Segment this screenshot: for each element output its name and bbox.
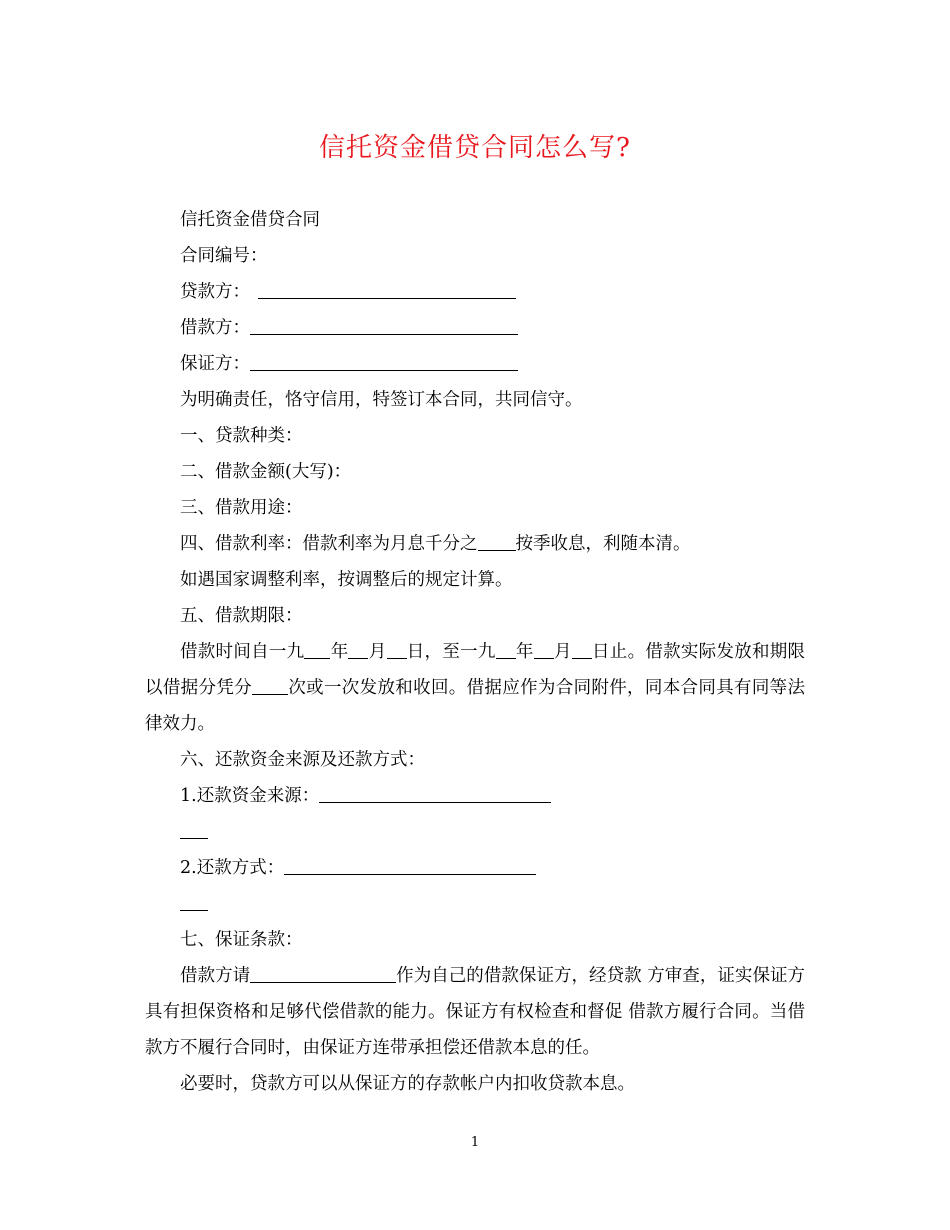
end-year-blank [496, 638, 516, 659]
borrower-blank [250, 314, 518, 335]
lender-label: 贷款方： [180, 282, 250, 302]
start-month-blank [348, 638, 368, 659]
section-2: 二、借款金额(大写)： [180, 462, 352, 482]
document-body [145, 202, 805, 1102]
end-month-blank [534, 638, 554, 659]
repayment-method-line [145, 850, 805, 886]
continuation-dash [180, 814, 208, 839]
section-5: 五、借款期限： [180, 606, 303, 626]
repayment-method-blank [284, 854, 536, 875]
guarantor-name-blank [250, 962, 396, 983]
term-text-5: 年 [515, 642, 534, 662]
guarantee-text-1: 借款方请 [180, 966, 251, 986]
page-number: 1 [470, 1135, 480, 1150]
section-6: 六、还款资金来源及还款方式： [180, 750, 425, 770]
borrower-label: 借款方： [180, 318, 250, 338]
repayment-method-label: 2.还款方式： [180, 858, 285, 878]
term-text-4: 日，至一九 [406, 642, 496, 662]
interest-rate-blank [478, 530, 516, 551]
repayment-method-continuation [145, 886, 805, 922]
contract-heading: 信托资金借贷合同 [180, 210, 320, 230]
guarantee-text-2: 作为自己的借款保证方，经贷款 方审查，证实保证方具有担保资格和足够代偿借款的能力。保证方有权检查和督促 借款方履行合同。当借款方不履行合同时，由保证方连带承担偿还借款本息的任。 [145, 966, 806, 1058]
borrower-line [145, 310, 805, 346]
end-day-blank [572, 638, 592, 659]
section-4-note: 如遇国家调整利率，按调整后的规定计算。 [180, 570, 513, 590]
guarantor-label: 保证方： [180, 354, 250, 374]
term-text-3: 月 [368, 642, 387, 662]
section-4-text-b: 按季收息，利随本清。 [515, 534, 691, 554]
repayment-source-label: 1.还款资金来源： [180, 786, 320, 806]
purpose-statement: 为明确责任，恪守信用，特签订本合同，共同信守。 [180, 390, 583, 410]
repayment-source-line [145, 778, 805, 814]
start-day-blank [387, 638, 407, 659]
start-year-blank [304, 638, 330, 659]
term-text-1: 借款时间自一九 [180, 642, 305, 662]
installment-blank [252, 674, 288, 695]
section-4-text-a: 四、借款利率：借款利率为月息千分之 [180, 534, 478, 554]
section-4 [145, 526, 805, 562]
lender-blank [258, 278, 516, 299]
guarantor-line [145, 346, 805, 382]
section-5-paragraph [145, 634, 805, 742]
section-7: 七、保证条款： [180, 930, 303, 950]
section-7-note: 必要时，贷款方可以从保证方的存款帐户内扣收贷款本息。 [180, 1074, 635, 1094]
term-text-7: 日止。借款实际发放和期限以借据分凭分 [145, 642, 806, 698]
contract-number-line: 合同编号： [180, 246, 268, 266]
term-text-8: 次或一次发放和收回。借据应作为合同附件，同本合同具有同等法律效力。 [145, 678, 806, 734]
repayment-source-blank [319, 782, 551, 803]
repayment-source-continuation [145, 814, 805, 850]
term-text-2: 年 [330, 642, 349, 662]
continuation-dash [180, 886, 208, 911]
guarantor-blank [250, 350, 518, 371]
term-text-6: 月 [553, 642, 572, 662]
document-title: 信托资金借贷合同怎么写? [319, 133, 631, 163]
section-3: 三、借款用途： [180, 498, 303, 518]
lender-line [145, 274, 805, 310]
section-1: 一、贷款种类： [180, 426, 303, 446]
section-7-paragraph [145, 958, 805, 1066]
